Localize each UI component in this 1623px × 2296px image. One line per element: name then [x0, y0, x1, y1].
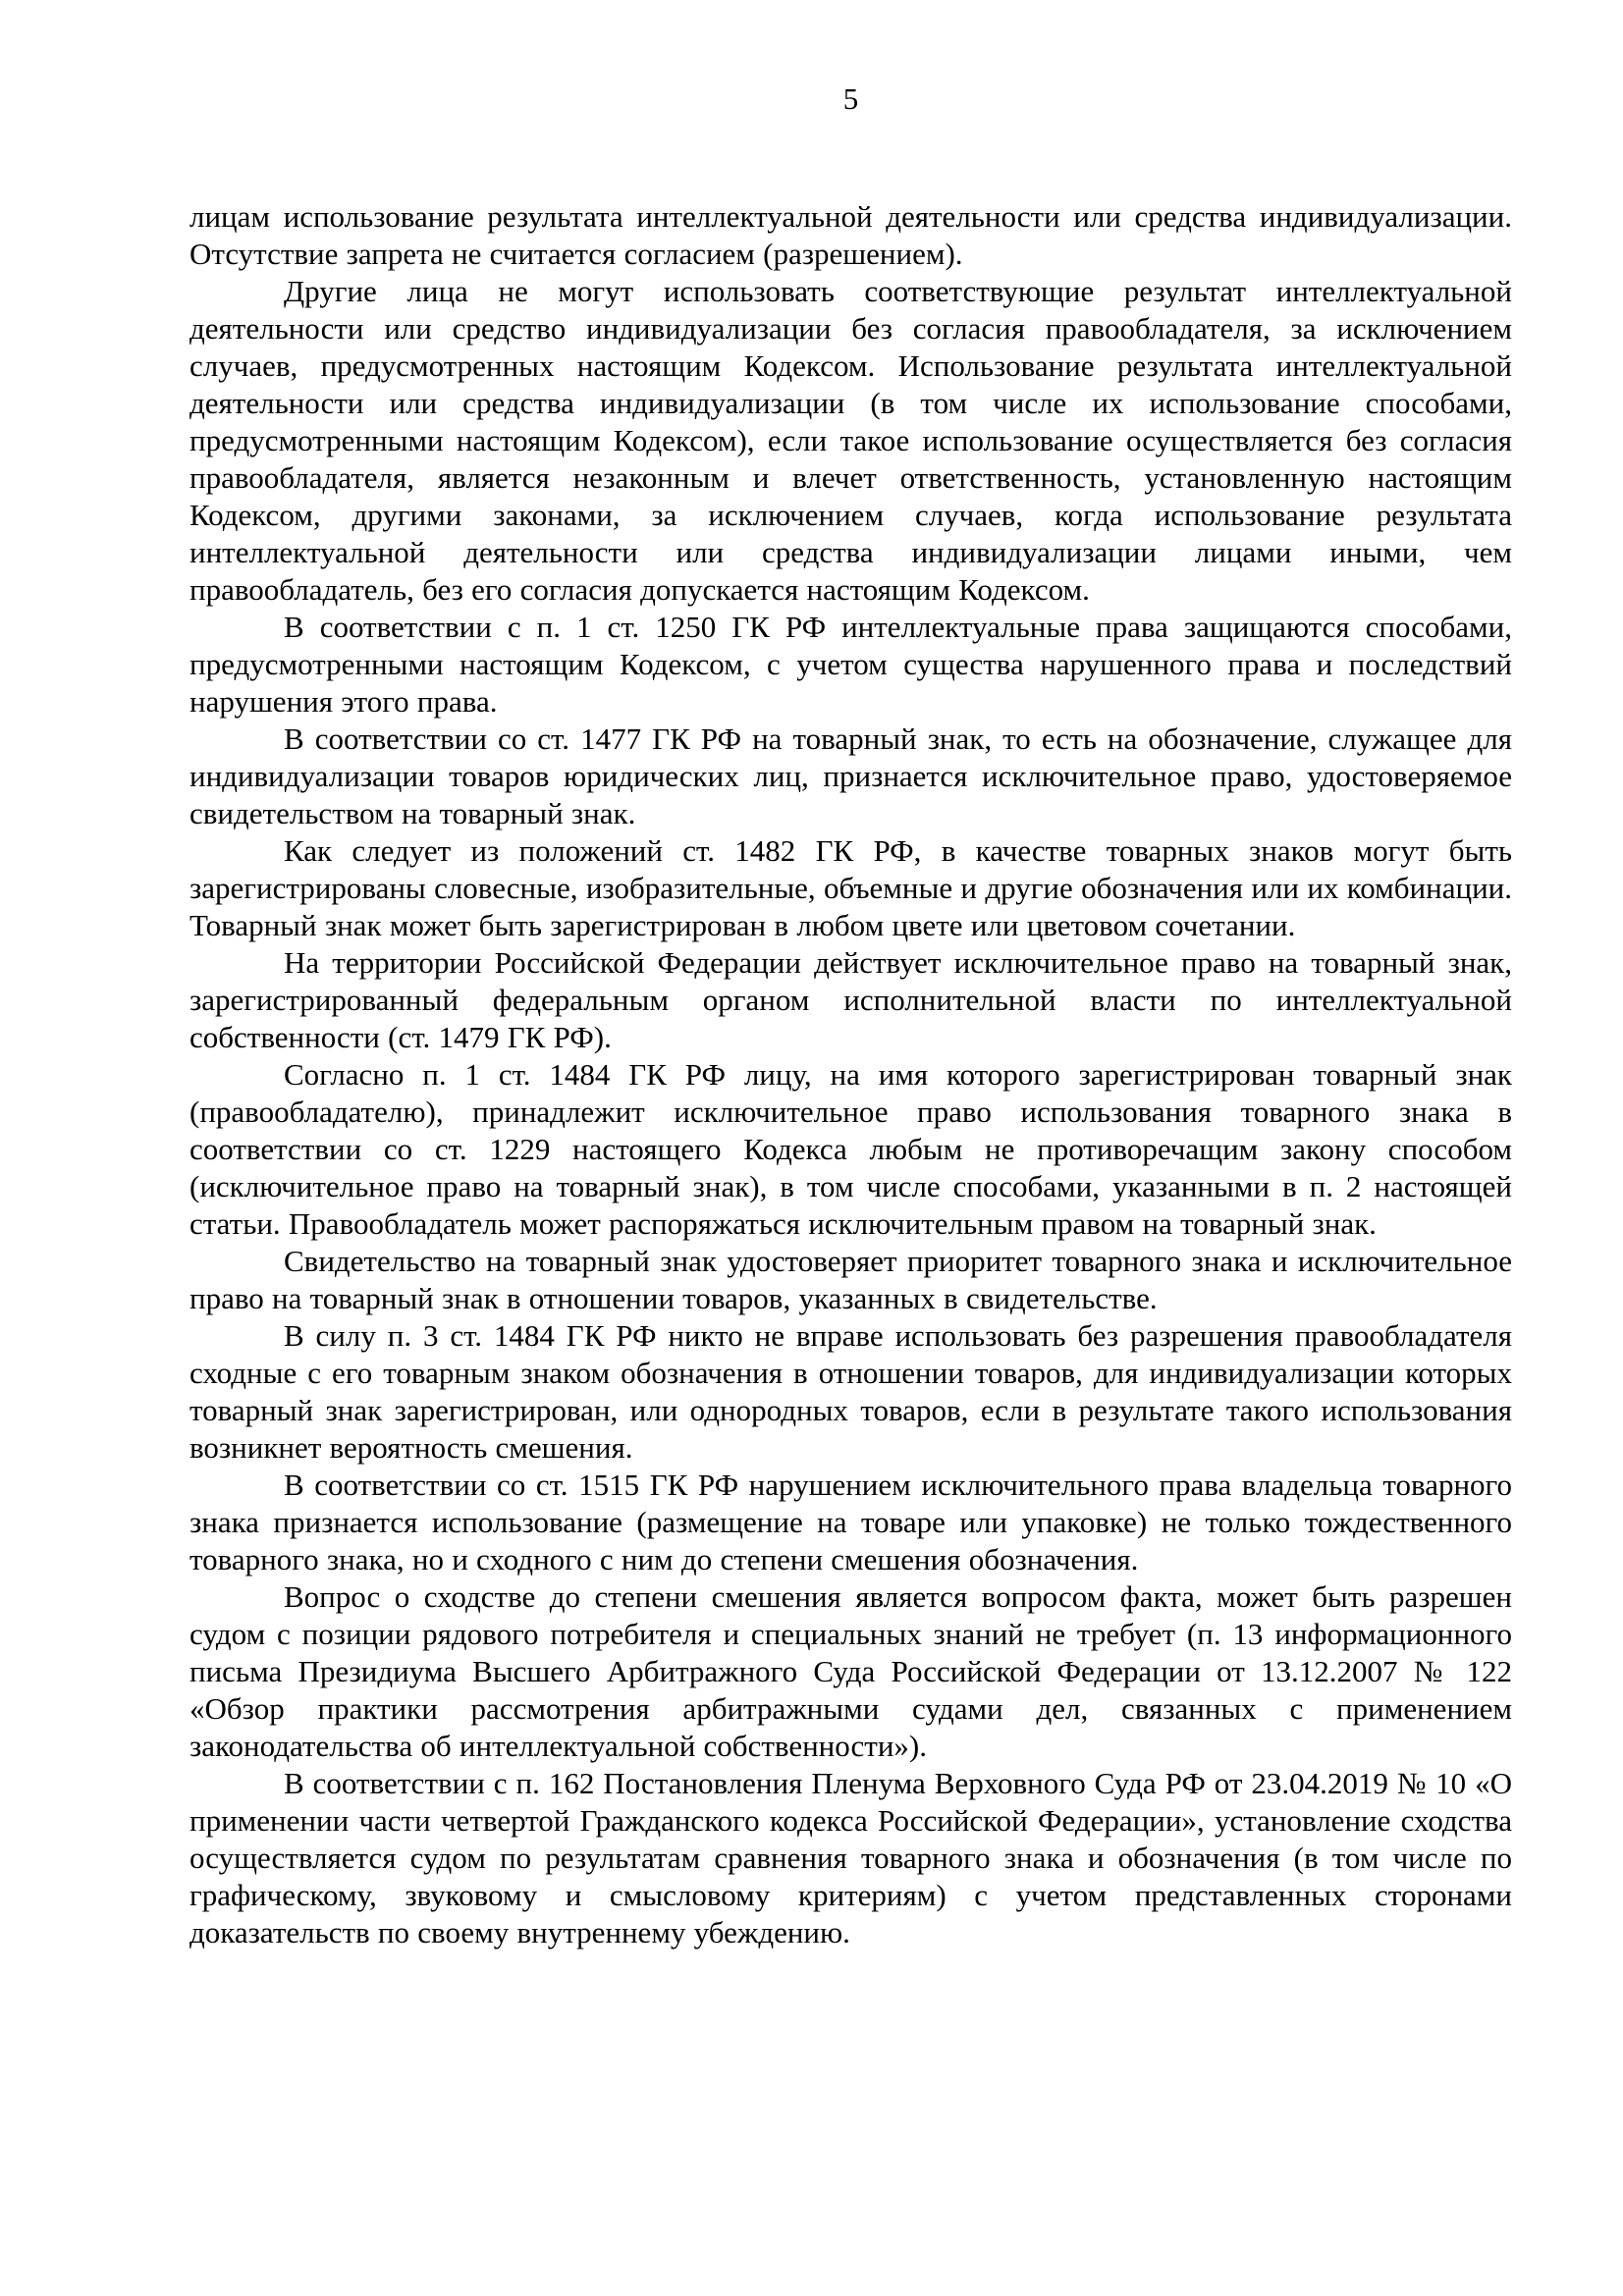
paragraph: Другие лица не могут использовать соответствующие результат интеллектуальной деятельности или средство индивидуализации без согласия правообладателя, за исключением случаев, предусмотренных настоящим Кодексом. Использование результата интеллектуальной деятельности или средства индивидуализации (в том числе их использование способами, предусмотренными настоящим Кодексом), если такое использование осуществляется без согласия правообладателя, является незаконным и влечет ответственность, установленную настоящим Кодексом, другими законами, за исключением случаев, когда использование результата интеллектуальной деятельности или средства индивидуализации лицами иными, чем правообладатель, без его согласия допускается настоящим Кодексом. [189, 274, 1512, 607]
paragraph: Вопрос о сходстве до степени смешения является вопросом факта, может быть разрешен судом с позиции рядового потребителя и специальных знаний не требует (п. 13 информационного письма Президиума Высшего Арбитражного Суда Российской Федерации от 13.12.2007 № 122 «Обзор практики рассмотрения арбитражными судами дел, связанных с применением законодательства об интеллектуальной собственности»). [189, 1579, 1512, 1763]
paragraph: Согласно п. 1 ст. 1484 ГК РФ лицу, на имя которого зарегистрирован товарный знак (правообладателю), принадлежит исключительное право использования товарного знака в соответствии со ст. 1229 настоящего Кодекса любым не противоречащим закону способом (исключительное право на товарный знак), в том числе способами, указанными в п. 2 настоящей статьи. Правообладатель может распоряжаться исключительным правом на товарный знак. [189, 1057, 1512, 1241]
paragraph: лицам использование результата интеллектуальной деятельности или средства индивидуализации. Отсутствие запрета не считается согласием (разрешением). [189, 199, 1512, 271]
paragraph: В силу п. 3 ст. 1484 ГК РФ никто не вправе использовать без разрешения правообладателя сходные с его товарным знаком обозначения в отношении товаров, для индивидуализации которых товарный знак зарегистрирован, или однородных товаров, если в результате такого использования возникнет вероятность смешения. [189, 1318, 1512, 1465]
document-body [189, 198, 1512, 1951]
paragraph: В соответствии со ст. 1477 ГК РФ на товарный знак, то есть на обозначение, служащее для индивидуализации товаров юридических лиц, признается исключительное право, удостоверяемое свидетельством на товарный знак. [189, 721, 1512, 830]
page-number: 5 [842, 81, 859, 116]
paragraph: Свидетельство на товарный знак удостоверяет приоритет товарного знака и исключительное право на товарный знак в отношении товаров, указанных в свидетельстве. [189, 1244, 1512, 1315]
paragraph: Как следует из положений ст. 1482 ГК РФ, в качестве товарных знаков могут быть зарегистрированы словесные, изобразительные, объемные и другие обозначения или их комбинации. Товарный знак может быть зарегистрирован в любом цвете или цветовом сочетании. [189, 833, 1512, 942]
paragraph: В соответствии с п. 1 ст. 1250 ГК РФ интеллектуальные права защищаются способами, предусмотренными настоящим Кодексом, с учетом существа нарушенного права и последствий нарушения этого права. [189, 610, 1512, 719]
paragraph: В соответствии с п. 162 Постановления Пленума Верховного Суда РФ от 23.04.2019 № 10 «О применении части четвертой Гражданского кодекса Российской Федерации», установление сходства осуществляется судом по результатам сравнения товарного знака и обозначения (в том числе по графическому, звуковому и смысловому критериям) с учетом представленных сторонами доказательств по своему внутреннему убеждению. [189, 1766, 1512, 1949]
paragraph: В соответствии со ст. 1515 ГК РФ нарушением исключительного права владельца товарного знака признается использование (размещение на товаре или упаковке) не только тождественного товарного знака, но и сходного с ним до степени смешения обозначения. [189, 1468, 1512, 1576]
paragraph: На территории Российской Федерации действует исключительное право на товарный знак, зарегистрированный федеральным органом исполнительной власти по интеллектуальной собственности (ст. 1479 ГК РФ). [189, 945, 1512, 1054]
